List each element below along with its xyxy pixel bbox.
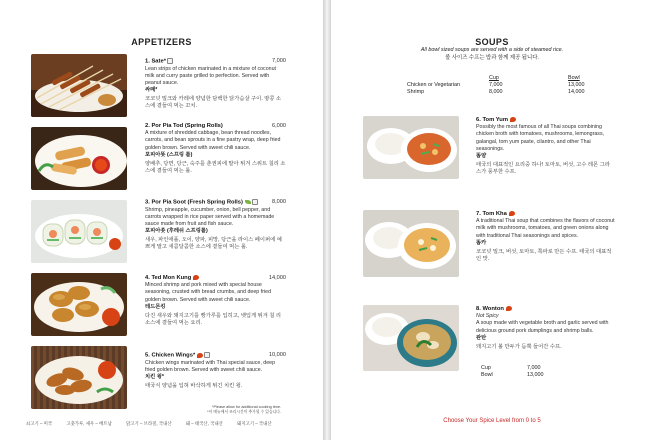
- vegetarian-icon: [245, 200, 251, 204]
- sate-photo: [31, 54, 127, 117]
- item-description: Chicken wings marinated with Thai special sauce, deep fried golden brown. Served with sweet chili sauce.: [145, 359, 276, 373]
- soups-page: [331, 0, 653, 440]
- menu-item-tom-kha: [476, 211, 616, 263]
- item-note: Not Spicy: [476, 313, 499, 320]
- wonton-prices: [481, 365, 544, 378]
- size-label: Cup: [481, 365, 491, 371]
- cup-price: 7,000: [489, 82, 503, 89]
- soup-price-table: [407, 75, 608, 95]
- menu-item-spring-rolls: [145, 123, 286, 175]
- origin-legend: [26, 421, 285, 427]
- wonton-photo: [363, 305, 459, 371]
- ted-mon-kung-photo: [31, 273, 127, 336]
- item-korean-description: 코코넛 밀크와 카레에 양념한 담백한 닭가슴살 구이. 땅콩 소스에 곁들여 먹는 꼬치.: [145, 95, 282, 110]
- item-korean-title: 똠얌: [476, 153, 487, 160]
- item-korean-description: 코코넛 밀크, 버섯, 토마토, 쪽파로 만든 수프. 태국의 대표적 인 맛.: [476, 248, 612, 262]
- item-price: 8,000: [272, 199, 286, 205]
- section-title: APPETIZERS: [131, 37, 192, 47]
- item-description: Minced shrimp and pork mixed with special house seasoning, crusted with bread crumbs, and deep fried golden brown. Served with sweet chili sauce.: [145, 282, 272, 303]
- cooking-time-note-ko: *이 메뉴에서 조리시간이 추가될 수 있습니다.: [207, 410, 281, 414]
- item-korean-description: 돼지고기 볼 만두가 듬뿍 들어간 수프.: [476, 343, 562, 350]
- item-korean-title: 똠카: [476, 239, 487, 246]
- menu-item-sate: [145, 58, 286, 110]
- menu-item-wonton: [476, 306, 616, 351]
- row-label: Chicken or Vegetarian: [407, 82, 461, 89]
- origin-legend-item: 쇠고기 – 미국: [26, 421, 53, 426]
- item-name: 2. Por Pia Tod (Spring Rolls): [145, 123, 223, 129]
- item-korean-title: 테드몬킹: [145, 303, 166, 310]
- soup-subtitle-en: All bowl sized soups are served with a side of steamed rice.: [420, 47, 564, 53]
- item-price: 6,000: [272, 123, 286, 129]
- bowl-header: Bowl: [568, 75, 580, 82]
- item-price: 7,000: [272, 58, 286, 64]
- tom-yum-photo: [363, 116, 459, 179]
- item-name: 4. Ted Mon Kung: [145, 275, 192, 281]
- chili-icon: [197, 353, 203, 358]
- origin-legend-item: 고춧가루, 새우 – 베트남: [66, 421, 112, 426]
- origin-legend-item: 돼지고기 – 국내산: [237, 421, 272, 426]
- cup-header: Cup: [489, 75, 499, 82]
- origin-legend-item: 닭고기 – 브라질, 국내산: [126, 421, 172, 426]
- chili-icon: [509, 211, 515, 216]
- cooking-time-note-en: *Please allow for additional cooking time.: [211, 405, 281, 409]
- item-korean-title: 포피아쏫 (후레쉬 스프링롤): [145, 228, 208, 235]
- allergy-icon: [204, 352, 210, 358]
- cooking-time-note: [207, 405, 281, 415]
- spice-level-note: Choose Your Spice Level from 0 to 5: [443, 418, 541, 424]
- soup-subtitle: [331, 47, 653, 62]
- chili-icon: [506, 306, 512, 311]
- fresh-spring-rolls-photo: [31, 200, 127, 263]
- tom-kha-photo: [363, 210, 459, 277]
- bowl-price: 13,000: [568, 82, 585, 89]
- item-korean-description: 다진 새우와 돼지고기를 빵가루를 입히고, 뱃입게 튀겨 칠 리소스에 곁들여 먹는 요리.: [145, 312, 282, 326]
- price-table-header: [407, 75, 608, 82]
- item-description: A traditional Thai soup that combines the flavors of coconut milk with mushrooms, tomatoes, and green onions along with traditional Thai seasonings and spices.: [476, 218, 615, 239]
- size-price: 7,000: [527, 365, 541, 371]
- item-name: 3. Por Pia Soot (Fresh Spring Rolls): [145, 199, 243, 206]
- menu-item-ted-mon-kung: [145, 275, 286, 327]
- price-row: [481, 365, 544, 372]
- chili-icon: [510, 117, 516, 122]
- allergy-icon: [252, 199, 258, 205]
- item-korean-description: 새우, 파인애플, 오이, 양파, 피망, 당근을 라이스 페이퍼에 예쁘게 말고 새콤달콤한 소스에 곁들여 먹는 롤.: [145, 236, 282, 251]
- menu-item-fresh-spring-rolls: [145, 199, 286, 251]
- spring-rolls-photo: [31, 127, 127, 190]
- item-description: A mixture of shredded cabbage, bean thread noodles, carrots, and bean sprouts in a fine pastry wrap, deep fried golden brown. Served with sweet chili sauce.: [145, 130, 281, 151]
- appetizers-page: [0, 0, 323, 440]
- item-description: Lean strips of chicken marinated in a mixture of coconut milk and curry paste grilled to perfection. Served with peanut sauce.: [145, 65, 277, 87]
- item-name: 7. Tom Kha: [476, 211, 507, 217]
- soup-subtitle-ko: 볼 사이즈 수프는 밥과 함께 제공 됩니다.: [445, 54, 539, 61]
- size-price: 13,000: [527, 371, 544, 378]
- item-price: 14,000: [268, 275, 286, 281]
- item-korean-description: 태국의 대표적인 요리중 하나! 토마토, 버섯, 고수 레몬 그라 스가 풍부한 수프.: [476, 161, 610, 175]
- menu-item-chicken-wings: [145, 352, 286, 390]
- item-korean-title: 싸떼*: [145, 87, 158, 94]
- price-table-row: [407, 82, 608, 89]
- item-korean-title: 포피아똣 (스프링 롤): [145, 151, 193, 158]
- row-label: Shrimp: [407, 88, 425, 95]
- item-description: Shrimp, pineapple, cucumber, onion, bell pepper, and carrots wrapped in rice paper served with a homemade sauce made from fruit and fish sauce.: [145, 206, 275, 228]
- section-title: SOUPS: [475, 37, 509, 47]
- bowl-price: 14,000: [568, 88, 585, 95]
- cup-price: 8,000: [489, 88, 503, 95]
- chili-icon: [193, 275, 199, 280]
- menu-item-tom-yum: [476, 117, 616, 176]
- item-description: A soup made with vegetable broth and garlic served with delicious ground pork dumplings and shrimp balls.: [476, 320, 609, 334]
- item-korean-title: 완탄: [476, 334, 487, 341]
- chicken-wings-photo: [31, 346, 127, 409]
- allergy-icon: [167, 58, 173, 64]
- item-description: Possibly the most famous of all Thai soups combining chicken broth with tomatoes, mushrooms, lemongrass, galangal, tom yum paste, cilantro, and other Thai seasonings.: [476, 124, 605, 152]
- item-name: 8. Wonton: [476, 306, 504, 312]
- item-name: 6. Tom Yum: [476, 117, 508, 123]
- size-label: Bowl: [481, 371, 493, 378]
- item-name: 5. Chicken Wings*: [145, 352, 196, 359]
- item-price: 10,000: [268, 352, 286, 358]
- item-korean-description: 태국식 양념을 입혀 바삭하게 튀긴 치킨 윙.: [145, 382, 243, 389]
- page-gutter: [323, 0, 331, 440]
- item-name: 1. Sate*: [145, 58, 166, 65]
- price-table-row: [407, 89, 608, 96]
- item-korean-title: 치킨 윙*: [145, 374, 164, 381]
- origin-legend-item: 돼 – 태국산, 국내산: [185, 421, 223, 426]
- item-korean-description: 양배추, 당면, 당근, 숙주를 춘권피에 말아 튀겨 스위트 칠리 소스에 곁들여 먹는 롤.: [145, 160, 286, 174]
- price-row: [481, 372, 544, 379]
